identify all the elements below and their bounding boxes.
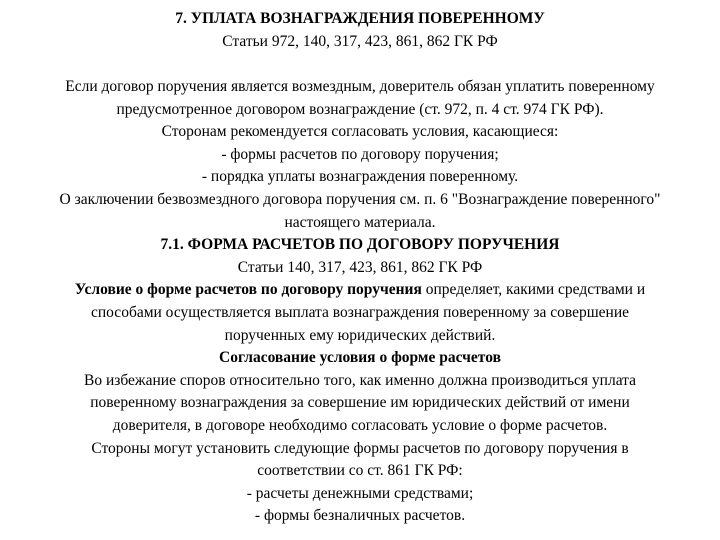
list-item: - порядка уплаты вознаграждения поверенному. — [201, 168, 519, 186]
page-subtitle: Статьи 972, 140, 317, 423, 861, 862 ГК РФ — [222, 32, 498, 50]
paragraph-line: поверенному вознаграждения за совершение им юридических действий от имени — [90, 394, 630, 412]
paragraph-line: способами осуществляется выплата вознаграждения поверенному за совершение — [91, 303, 629, 321]
paragraph-line — [0, 279, 720, 302]
page-title: 7. УПЛАТА ВОЗНАГРАЖДЕНИЯ ПОВЕРЕННОМУ — [175, 10, 545, 27]
paragraph-line: доверителя, в договоре необходимо согласовать условие о форме расчетов. — [112, 416, 608, 434]
paragraph-line: предусмотренное договором вознаграждение (ст. 972, п. 4 ст. 974 ГК РФ). — [116, 100, 604, 118]
section-title: 7.1. ФОРМА РАСЧЕТОВ ПО ДОГОВОРУ ПОРУЧЕНИЯ — [160, 236, 560, 254]
paragraph-line: Сторонам рекомендуется согласовать условия, касающиеся: — [161, 123, 559, 141]
paragraph-line: О заключении безвозмездного договора поручения см. п. 6 "Вознаграждение поверенного" — [59, 190, 661, 208]
paragraph-line: порученных ему юридических действий. — [224, 326, 496, 344]
paragraph-text: определяет, какими средствами и — [421, 281, 646, 299]
section-subtitle: Статьи 140, 317, 423, 861, 862 ГК РФ — [237, 258, 483, 276]
paragraph-line: Во избежание споров относительно того, как именно должна производиться уплата — [83, 371, 637, 389]
header — [0, 8, 720, 53]
list-item: - формы безналичных расчетов. — [254, 507, 466, 525]
document-body — [0, 76, 720, 528]
subheading: Согласование условия о форме расчетов — [219, 349, 501, 367]
paragraph-line: соответствии со ст. 861 ГК РФ: — [257, 462, 463, 480]
paragraph-line: настоящего материала. — [284, 213, 436, 231]
paragraph-line: Если договор поручения является возмездным, доверитель обязан уплатить поверенному — [65, 78, 655, 95]
bold-term: Условие о форме расчетов по договору поручения — [74, 281, 422, 299]
paragraph-line: Стороны могут установить следующие формы расчетов по договору поручения в — [91, 439, 629, 457]
list-item: - расчеты денежными средствами; — [246, 484, 474, 502]
list-item: - формы расчетов по договору поручения; — [221, 145, 499, 163]
